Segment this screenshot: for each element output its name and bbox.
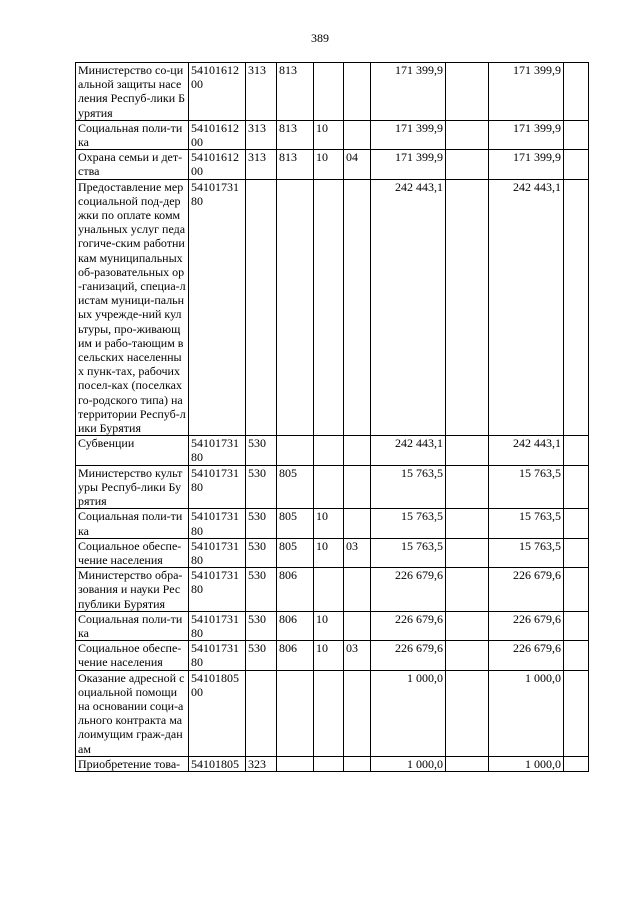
row-amount-cell: 242 443,1 — [371, 436, 446, 465]
row-name-cell: Охрана семьи и дет-ства — [76, 150, 189, 179]
row-code-cell: 5410173180 — [189, 465, 246, 509]
row-amount-total-cell: 15 763,5 — [489, 538, 564, 567]
row-vr-cell: 530 — [246, 436, 277, 465]
row-amount-empty-cell — [446, 756, 489, 771]
row-amount-total-cell: 226 679,6 — [489, 641, 564, 670]
row-pr-cell — [344, 436, 371, 465]
row-pr-cell: 03 — [344, 538, 371, 567]
row-amount-total-cell: 242 443,1 — [489, 179, 564, 436]
row-amount-cell: 242 443,1 — [371, 179, 446, 436]
row-rz-cell: 10 — [314, 538, 344, 567]
row-pr-cell — [344, 509, 371, 538]
row-amount-total-cell: 226 679,6 — [489, 568, 564, 612]
row-trailing-cell — [564, 63, 589, 121]
row-amount-cell: 226 679,6 — [371, 611, 446, 640]
row-vr-cell: 530 — [246, 509, 277, 538]
row-name-cell: Субвенции — [76, 436, 189, 465]
row-vr-cell: 530 — [246, 465, 277, 509]
row-ved-cell: 813 — [277, 120, 314, 149]
row-code-cell: 5410173180 — [189, 611, 246, 640]
row-vr-cell: 530 — [246, 568, 277, 612]
row-pr-cell — [344, 611, 371, 640]
table-row — [76, 465, 589, 509]
row-amount-empty-cell — [446, 179, 489, 436]
row-amount-total-cell: 226 679,6 — [489, 611, 564, 640]
row-name-cell: Социальная поли-тика — [76, 120, 189, 149]
table-row — [76, 641, 589, 670]
row-name-cell: Министерство обра-зования и науки Республики Бурятия — [76, 568, 189, 612]
row-name-cell: Оказание адресной социальной помощи на основании соци-ального контракта малоимущим граж-данам — [76, 670, 189, 756]
row-name-cell: Предоставление мер социальной под-держки по оплате коммунальных услуг педагогиче-ским работникам муниципальных об-разовательных ор-ганизаций, специа-листам муници-пальных учрежде-ний культуры, про-живающим и рабо-тающим в сельских населенных пунк-тах, рабочих посел-ках (поселках го-родского типа) на территории Респуб-лики Бурятия — [76, 179, 189, 436]
row-code-cell: 5410161200 — [189, 63, 246, 121]
table-row — [76, 436, 589, 465]
row-vr-cell: 313 — [246, 120, 277, 149]
row-vr-cell — [246, 670, 277, 756]
row-amount-empty-cell — [446, 568, 489, 612]
row-trailing-cell — [564, 538, 589, 567]
row-pr-cell — [344, 756, 371, 771]
budget-table — [75, 62, 589, 772]
table-row — [76, 568, 589, 612]
row-amount-empty-cell — [446, 120, 489, 149]
row-name-cell: Социальное обеспе-чение населения — [76, 641, 189, 670]
table-row — [76, 611, 589, 640]
row-rz-cell — [314, 670, 344, 756]
row-ved-cell — [277, 436, 314, 465]
row-code-cell: 5410173180 — [189, 436, 246, 465]
row-vr-cell: 313 — [246, 150, 277, 179]
row-amount-cell: 15 763,5 — [371, 538, 446, 567]
table-row — [76, 509, 589, 538]
row-code-cell: 5410173180 — [189, 641, 246, 670]
row-vr-cell: 323 — [246, 756, 277, 771]
row-amount-empty-cell — [446, 150, 489, 179]
row-pr-cell: 03 — [344, 641, 371, 670]
row-amount-total-cell: 242 443,1 — [489, 436, 564, 465]
row-ved-cell: 806 — [277, 611, 314, 640]
row-pr-cell — [344, 120, 371, 149]
table-row — [76, 756, 589, 771]
row-trailing-cell — [564, 509, 589, 538]
row-amount-empty-cell — [446, 670, 489, 756]
row-trailing-cell — [564, 120, 589, 149]
row-pr-cell — [344, 568, 371, 612]
row-trailing-cell — [564, 611, 589, 640]
row-ved-cell: 805 — [277, 465, 314, 509]
row-rz-cell: 10 — [314, 150, 344, 179]
row-trailing-cell — [564, 756, 589, 771]
row-amount-empty-cell — [446, 436, 489, 465]
table-row — [76, 538, 589, 567]
row-rz-cell — [314, 465, 344, 509]
row-trailing-cell — [564, 436, 589, 465]
row-vr-cell — [246, 179, 277, 436]
row-amount-cell: 226 679,6 — [371, 641, 446, 670]
row-amount-total-cell: 171 399,9 — [489, 63, 564, 121]
row-ved-cell: 813 — [277, 63, 314, 121]
row-vr-cell: 530 — [246, 611, 277, 640]
row-amount-total-cell: 171 399,9 — [489, 120, 564, 149]
row-name-cell: Социальная поли-тика — [76, 611, 189, 640]
row-amount-total-cell: 15 763,5 — [489, 465, 564, 509]
row-ved-cell — [277, 756, 314, 771]
row-amount-cell: 171 399,9 — [371, 150, 446, 179]
row-ved-cell: 813 — [277, 150, 314, 179]
row-ved-cell: 806 — [277, 568, 314, 612]
row-code-cell: 5410173180 — [189, 179, 246, 436]
row-vr-cell: 530 — [246, 641, 277, 670]
row-amount-empty-cell — [446, 538, 489, 567]
row-code-cell: 5410161200 — [189, 120, 246, 149]
row-ved-cell: 806 — [277, 641, 314, 670]
row-ved-cell — [277, 179, 314, 436]
row-ved-cell: 805 — [277, 509, 314, 538]
row-amount-empty-cell — [446, 641, 489, 670]
row-trailing-cell — [564, 670, 589, 756]
row-amount-cell: 171 399,9 — [371, 63, 446, 121]
row-rz-cell — [314, 756, 344, 771]
row-rz-cell — [314, 436, 344, 465]
row-rz-cell — [314, 568, 344, 612]
row-amount-cell: 226 679,6 — [371, 568, 446, 612]
row-trailing-cell — [564, 568, 589, 612]
row-amount-cell: 1 000,0 — [371, 756, 446, 771]
row-pr-cell — [344, 670, 371, 756]
row-amount-empty-cell — [446, 63, 489, 121]
row-trailing-cell — [564, 641, 589, 670]
row-amount-empty-cell — [446, 465, 489, 509]
row-rz-cell: 10 — [314, 120, 344, 149]
table-row — [76, 63, 589, 121]
row-trailing-cell — [564, 465, 589, 509]
row-rz-cell: 10 — [314, 641, 344, 670]
row-code-cell: 5410173180 — [189, 538, 246, 567]
row-code-cell: 5410180500 — [189, 670, 246, 756]
row-ved-cell: 805 — [277, 538, 314, 567]
page-number: 389 — [311, 31, 329, 45]
row-amount-cell: 171 399,9 — [371, 120, 446, 149]
row-pr-cell — [344, 179, 371, 436]
row-name-cell: Приобретение това- — [76, 756, 189, 771]
row-trailing-cell — [564, 150, 589, 179]
row-amount-total-cell: 1 000,0 — [489, 670, 564, 756]
row-rz-cell — [314, 63, 344, 121]
row-amount-total-cell: 15 763,5 — [489, 509, 564, 538]
row-vr-cell: 313 — [246, 63, 277, 121]
row-vr-cell: 530 — [246, 538, 277, 567]
row-amount-total-cell: 171 399,9 — [489, 150, 564, 179]
row-name-cell: Социальное обеспе-чение населения — [76, 538, 189, 567]
row-amount-cell: 15 763,5 — [371, 509, 446, 538]
row-ved-cell — [277, 670, 314, 756]
row-pr-cell: 04 — [344, 150, 371, 179]
row-amount-total-cell: 1 000,0 — [489, 756, 564, 771]
row-pr-cell — [344, 465, 371, 509]
table-row — [76, 150, 589, 179]
row-rz-cell — [314, 179, 344, 436]
row-name-cell: Министерство со-циальной защиты населения Респуб-лики Бурятия — [76, 63, 189, 121]
row-name-cell: Социальная поли-тика — [76, 509, 189, 538]
row-trailing-cell — [564, 179, 589, 436]
row-name-cell: Министерство культуры Респуб-лики Бурятия — [76, 465, 189, 509]
table-row — [76, 670, 589, 756]
row-rz-cell: 10 — [314, 611, 344, 640]
table-row — [76, 179, 589, 436]
row-amount-empty-cell — [446, 611, 489, 640]
row-code-cell: 54101805 — [189, 756, 246, 771]
row-amount-empty-cell — [446, 509, 489, 538]
row-rz-cell: 10 — [314, 509, 344, 538]
row-code-cell: 5410173180 — [189, 509, 246, 538]
row-pr-cell — [344, 63, 371, 121]
table-row — [76, 120, 589, 149]
row-amount-cell: 1 000,0 — [371, 670, 446, 756]
row-amount-cell: 15 763,5 — [371, 465, 446, 509]
row-code-cell: 5410161200 — [189, 150, 246, 179]
row-code-cell: 5410173180 — [189, 568, 246, 612]
